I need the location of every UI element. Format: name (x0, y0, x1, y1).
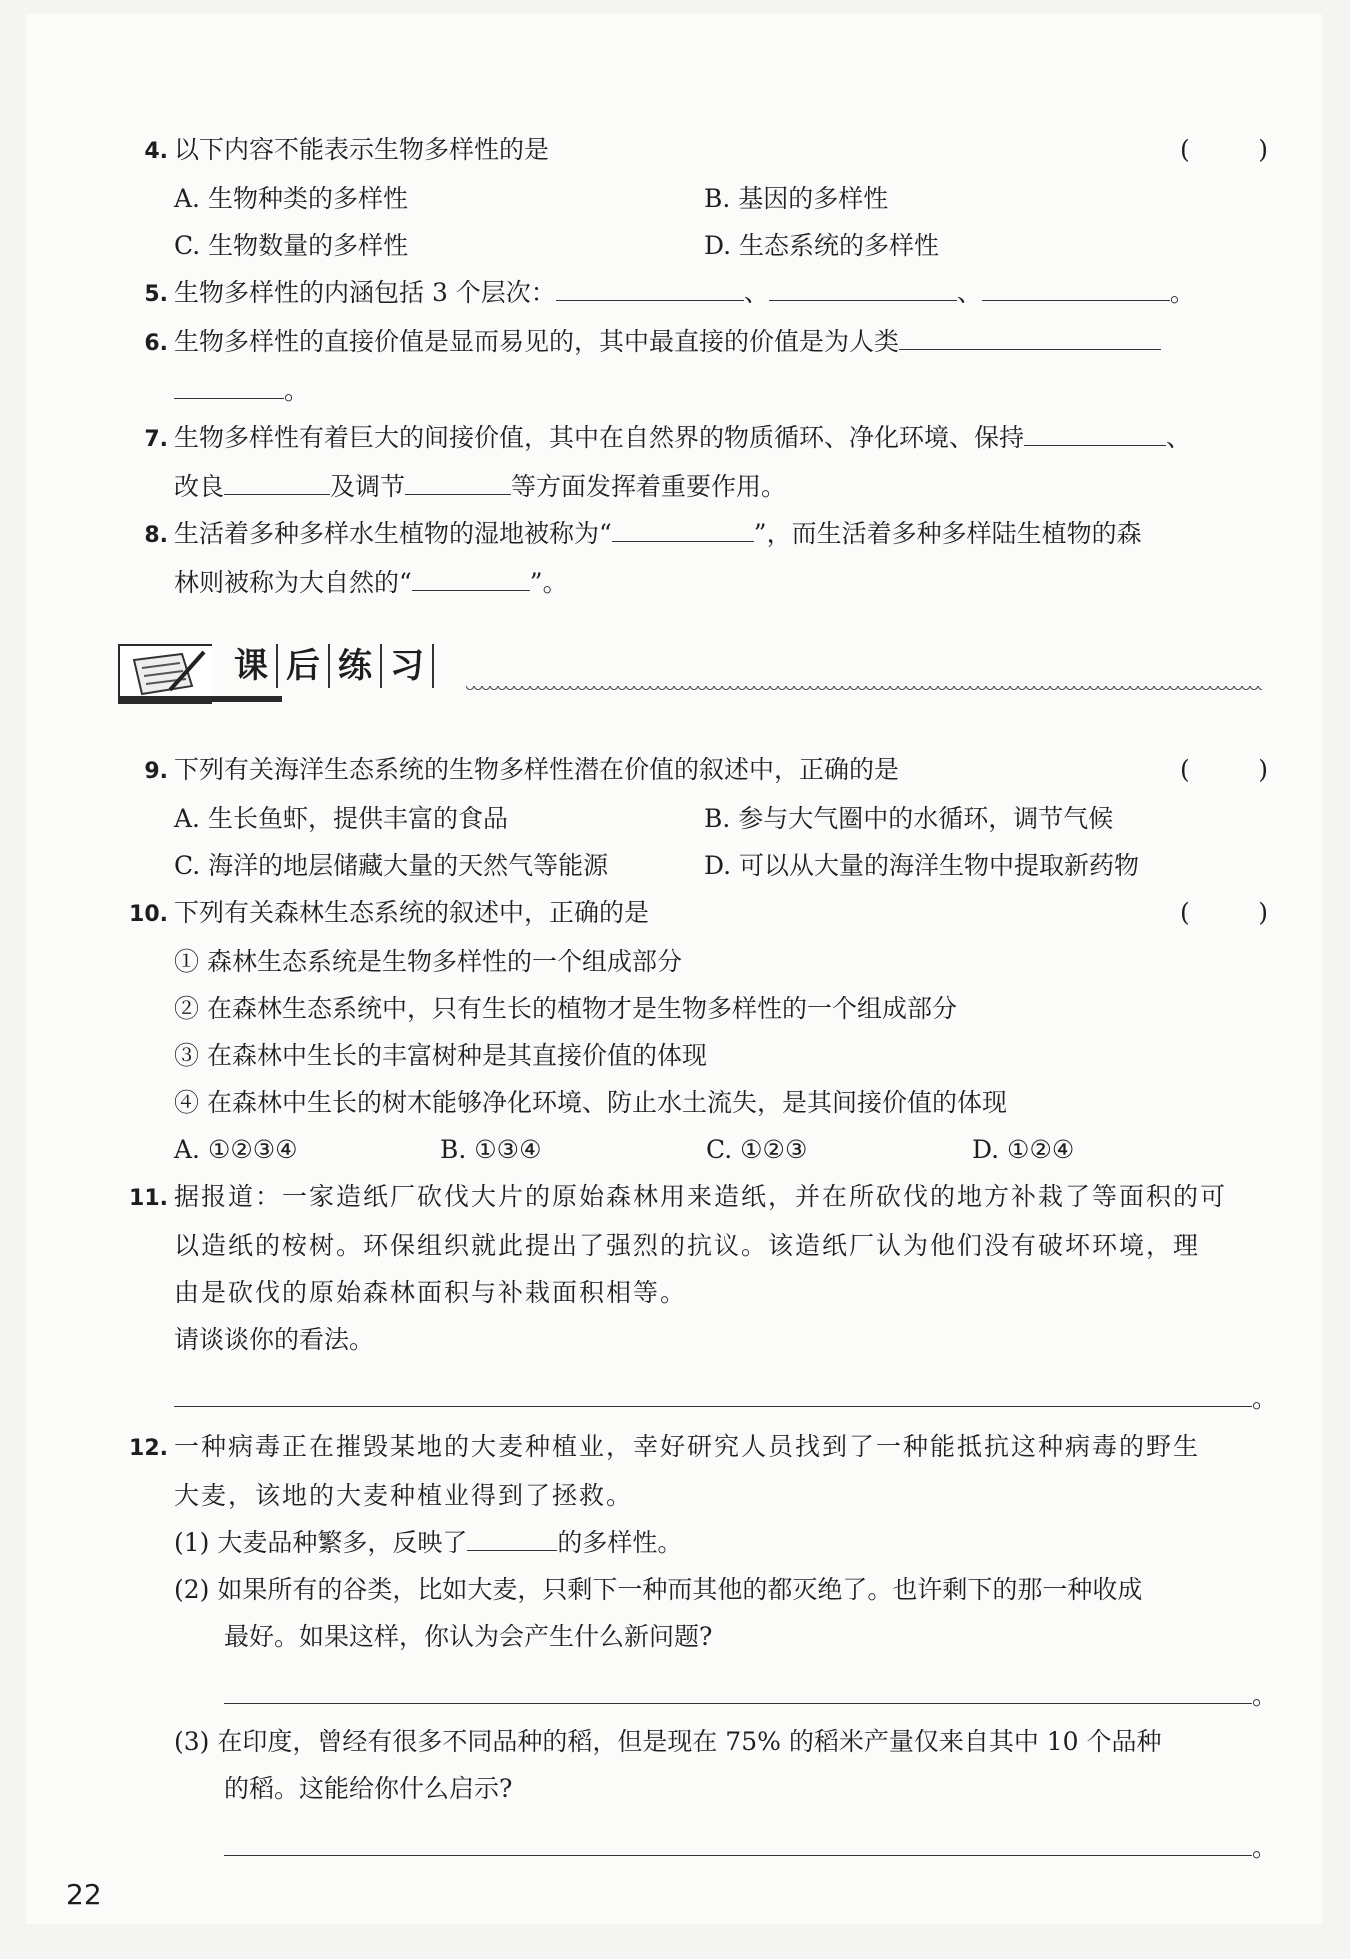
option-a: A. ①②③④ (174, 1135, 298, 1164)
subquestion-2: (2) 如果所有的谷类，比如大麦，只剩下一种而其他的都灭绝了。也许剩下的那一种收成 (174, 1575, 1143, 1604)
question-text: 生物多样性的直接价值是显而易见的，其中最直接的价值是为人类 (174, 327, 900, 356)
question-text-line: 大麦，该地的大麦种植业得到了拯救。 (174, 1481, 634, 1510)
question-number: 8. (144, 523, 168, 548)
question-5: 5. 生物多样性的内涵包括 3 个层次： 、 、 。 (128, 269, 1268, 318)
answer-blank[interactable] (467, 1528, 557, 1551)
statement-item: ③ 在森林中生长的丰富树种是其直接价值的体现 (174, 1041, 707, 1070)
question-6-cont: 。 (128, 367, 1268, 414)
answer-paren[interactable]: ( ) (1180, 135, 1268, 164)
question-number: 11. (129, 1186, 168, 1211)
question-11 (128, 1173, 1268, 1222)
statement-item: ② 在森林生态系统中，只有生长的植物才是生物多样性的一个组成部分 (174, 994, 957, 1023)
option-d: D. 生态系统的多样性 (704, 231, 940, 260)
question-text-line: 由是砍伐的原始森林面积与补栽面积相等。 (174, 1278, 688, 1307)
question-number: 6. (144, 331, 168, 356)
options-row (128, 842, 1268, 889)
section-underline (118, 696, 282, 702)
question-text: 以下内容不能表示生物多样性的是 (174, 135, 550, 164)
question-prompt: 请谈谈你的看法。 (174, 1325, 375, 1354)
answer-line[interactable]: 。 (224, 1660, 1268, 1712)
answer-blank[interactable] (982, 278, 1170, 301)
options-row (128, 222, 1268, 269)
question-number: 4. (144, 139, 168, 164)
answer-blank[interactable] (1024, 423, 1166, 446)
question-text: 下列有关海洋生态系统的生物多样性潜在价值的叙述中，正确的是 (174, 755, 900, 784)
question-6 (128, 318, 1268, 367)
answer-blank[interactable] (899, 327, 1161, 350)
question-7-cont: 改良 及调节 等方面发挥着重要作用。 (174, 472, 787, 501)
option-b: B. 参与大气圈中的水循环，调节气候 (704, 804, 1114, 833)
question-text: 下列有关森林生态系统的叙述中，正确的是 (174, 898, 650, 927)
subquestion-2-cont: 最好。如果这样，你认为会产生什么新问题? (224, 1622, 713, 1651)
option-a: A. 生物种类的多样性 (174, 184, 408, 213)
questions-top (128, 126, 1268, 606)
question-number: 10. (129, 902, 168, 927)
option-c: C. 海洋的地层储藏大量的天然气等能源 (174, 851, 609, 880)
question-8: 8. 生活着多种多样水生植物的湿地被称为“ ”，而生活着多种多样陆生植物的森 (128, 510, 1268, 559)
page-number: 22 (66, 1878, 102, 1911)
question-text: 一种病毒正在摧毁某地的大麦种植业，幸好研究人员找到了一种能抵抗这种病毒的野生 (174, 1432, 1201, 1461)
question-9 (128, 746, 1268, 795)
worksheet-page (26, 14, 1322, 1924)
question-text: 生物多样性的内涵包括 3 个层次： (174, 278, 556, 307)
section-title: 课 后 练 习 (226, 644, 434, 688)
option-c: C. 生物数量的多样性 (174, 231, 409, 260)
question-text: 据报道：一家造纸厂砍伐大片的原始森林用来造纸，并在所砍伐的地方补栽了等面积的可 (174, 1182, 1228, 1211)
question-12 (128, 1423, 1268, 1472)
question-7: 7. 生物多样性有着巨大的间接价值，其中在自然界的物质循环、净化环境、保持 、 (128, 414, 1268, 463)
option-b: B. 基因的多样性 (704, 184, 889, 213)
subquestion-3: (3) 在印度，曾经有很多不同品种的稻，但是现在 75% 的稻米产量仅来自其中 10 个品种 (174, 1727, 1162, 1756)
option-c: C. ①②③ (706, 1135, 808, 1164)
question-8-cont: 林则被称为大自然的“ ”。 (174, 568, 568, 597)
answer-blank[interactable] (556, 278, 744, 301)
options-row (128, 795, 1268, 842)
subquestion-1: (1) 大麦品种繁多，反映了 的多样性。 (174, 1528, 683, 1557)
answer-blank[interactable] (612, 519, 754, 542)
option-a: A. 生长鱼虾，提供丰富的食品 (174, 804, 508, 833)
statement-item: ④ 在森林中生长的树木能够净化环境、防止水土流失，是其间接价值的体现 (174, 1088, 1007, 1117)
question-number: 9. (144, 759, 168, 784)
answer-blank[interactable] (412, 568, 530, 591)
subquestion-3-cont: 的稻。这能给你什么启示? (224, 1774, 513, 1803)
question-10 (128, 889, 1268, 938)
questions-bottom (128, 746, 1278, 1864)
option-b: B. ①③④ (440, 1135, 542, 1164)
option-d: D. ①②④ (972, 1135, 1075, 1164)
question-4 (128, 126, 1268, 175)
answer-blank[interactable] (769, 278, 957, 301)
options-row (128, 1126, 1268, 1173)
notebook-pen-icon (118, 644, 212, 704)
statement-item: ① 森林生态系统是生物多样性的一个组成部分 (174, 947, 682, 976)
wavy-divider (466, 686, 1262, 694)
question-number: 12. (129, 1436, 168, 1461)
answer-paren[interactable]: ( ) (1180, 898, 1268, 927)
answer-paren[interactable]: ( ) (1180, 755, 1268, 784)
question-text: 生物多样性有着巨大的间接价值，其中在自然界的物质循环、净化环境、保持 (174, 423, 1025, 452)
option-d: D. 可以从大量的海洋生物中提取新药物 (704, 851, 1140, 880)
answer-blank[interactable] (174, 376, 284, 399)
question-text-line: 以造纸的桉树。环保组织就此提出了强烈的抗议。该造纸厂认为他们没有破坏环境，理 (174, 1231, 1201, 1260)
section-header (118, 636, 1264, 706)
question-number: 5. (144, 282, 168, 307)
question-number: 7. (144, 427, 168, 452)
answer-blank[interactable] (405, 472, 511, 495)
answer-line[interactable]: 。 (174, 1363, 1268, 1415)
answer-blank[interactable] (224, 472, 330, 495)
answer-line[interactable]: 。 (224, 1812, 1268, 1864)
options-row (128, 175, 1268, 222)
